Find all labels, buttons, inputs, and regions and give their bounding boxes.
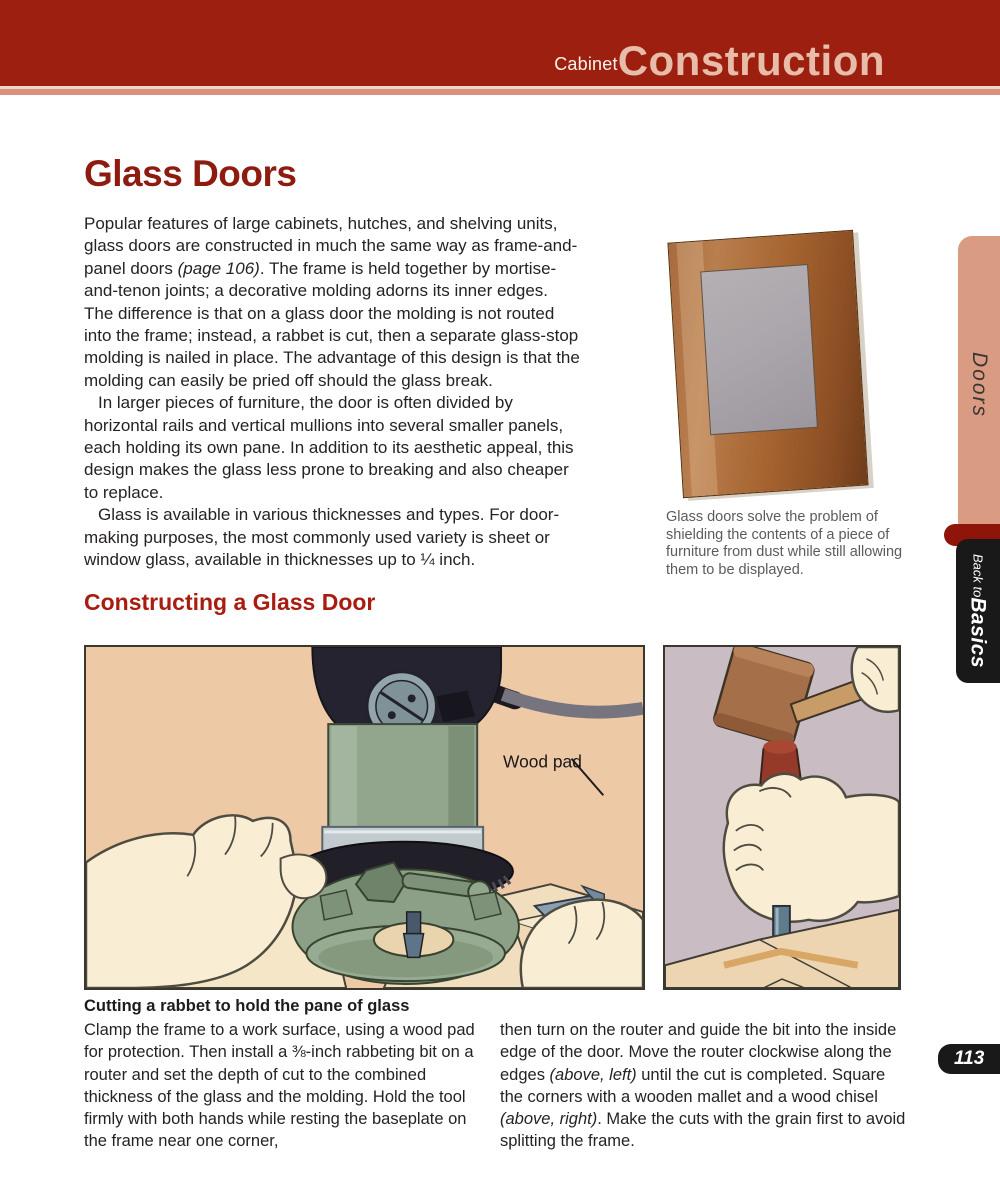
wood-pad-label: Wood pad	[503, 751, 582, 772]
section-title: Constructing a Glass Door	[84, 589, 376, 615]
caption-col2-ref-left: (above, left)	[549, 1065, 637, 1084]
tab-series-label	[968, 554, 989, 668]
masthead-kicker: Cabinet	[554, 54, 618, 74]
intro-text	[84, 213, 580, 572]
masthead	[0, 0, 885, 84]
tab-chapter-label: Doors	[968, 352, 991, 419]
tab-series-name: Basics	[966, 597, 990, 669]
glass-door-photo	[655, 222, 907, 506]
mallet-chisel-illustration	[665, 647, 899, 988]
photo-caption: Glass doors solve the problem of shielding the contents of a piece of furniture from dust while still allowing them to be displayed.	[666, 509, 903, 578]
caption-col2-middle: until the cut is completed. Square the corners with a wooden mallet and a wood chisel	[500, 1065, 886, 1106]
caption-heading: Cutting a rabbet to hold the pane of glass	[84, 997, 410, 1015]
figure-mallet-chisel	[663, 645, 901, 990]
caption-col2-text: then turn on the router and guide the bit into the inside edge of the door. Move the router clockwise along the edges	[500, 1021, 897, 1084]
intro-paragraph-2: In larger pieces of furniture, the door is often divided by horizontal rails and vertical mullions into several smaller panels, each holding its own pane. In addition to its aesthetic appeal, this design makes the glass less prone to breaking and also cheaper to replace.	[84, 393, 574, 502]
tab-series-prefix: Back to	[970, 553, 986, 598]
caption-col2-end: . Make the cuts with the grain first to avoid splitting the frame.	[500, 1110, 906, 1151]
intro-p1-text: Popular features of large cabinets, hutches, and shelving units, glass doors are constructed in much the same way as frame-and-panel doors	[84, 214, 578, 278]
tab-chapter-doors[interactable]	[958, 236, 1000, 535]
glass-door-frame	[667, 230, 868, 498]
caption-column-left: Clamp the frame to a work surface, using a wood pad for protection. Then install a ⅜-inch rabbeting bit on a router and set the depth of cut to the combined thickness of the glass and the molding. Hold the tool firmly with both hands while resting the baseplate on the frame near one corner,	[84, 1021, 475, 1151]
intro-p1-text-cont: . The frame is held together by mortise-and-tenon joints; a decorative molding adorns its inner edges. The difference is that on a glass door the molding is not routed into the frame; instead, a rabbet is cut, then a separate glass-stop molding is nailed in place. The advantage of this design is that the molding can easily be pried off should the glass break.	[84, 258, 580, 390]
page-number-tab: 113	[938, 1044, 1000, 1074]
router-illustration	[86, 647, 643, 988]
glass-door-pane	[700, 264, 818, 435]
masthead-title: Construction	[617, 37, 885, 84]
intro-paragraph-1	[84, 213, 580, 392]
page-title: Glass Doors	[84, 153, 297, 194]
caption-column-right	[500, 1019, 912, 1153]
intro-paragraph-3: Glass is available in various thicknesses and types. For door-making purposes, the most commonly used variety is sheet or window glass, available in thicknesses up to ¼ inch.	[84, 505, 560, 570]
intro-p1-page-ref: (page 106)	[177, 258, 260, 278]
tab-back-to-basics[interactable]	[956, 539, 1000, 683]
header-accent-stripe	[0, 89, 1000, 95]
caption-col2-ref-right: (above, right)	[500, 1110, 598, 1129]
figure-router	[84, 645, 645, 990]
